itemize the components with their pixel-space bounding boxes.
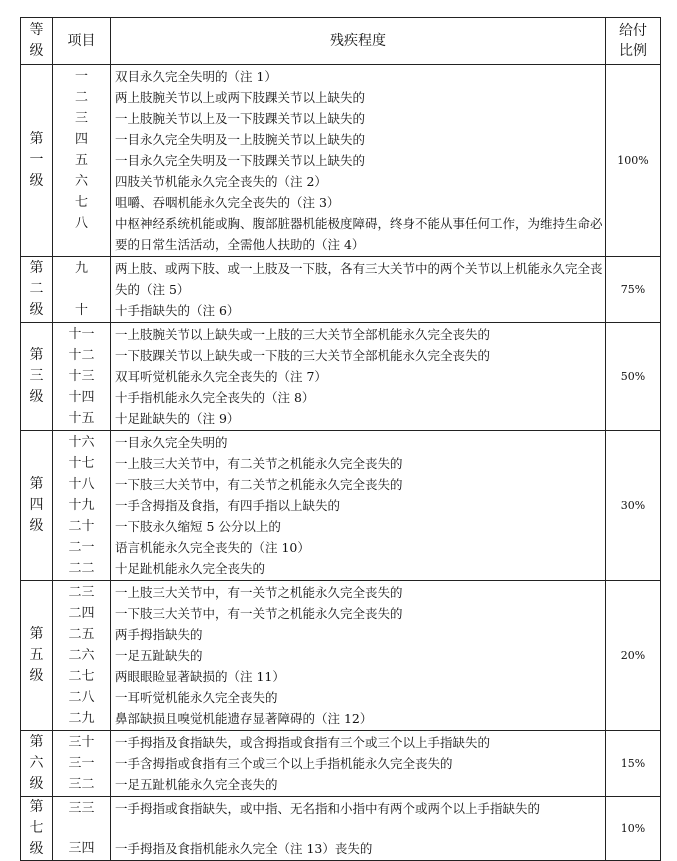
item-number: 二二	[68, 561, 95, 576]
item-number: 十五	[68, 411, 95, 426]
grade-row-1	[21, 65, 661, 257]
item-number: 三一	[68, 756, 95, 771]
item-number: 二四	[68, 606, 95, 621]
grade-descriptions	[111, 581, 606, 731]
item-description: 两上肢、或两下肢、或一上肢及一下肢，各有三大关节中的两个关节以上机能永久完全丧失的（注 5）	[115, 261, 603, 297]
item-description: 两上肢腕关节以上或两下肢踝关节以上缺失的	[115, 90, 366, 105]
item-description: 一上肢三大关节中，有一关节之机能永久完全丧失的	[115, 585, 403, 600]
grade-level: 第二级	[21, 257, 53, 323]
item-number: 十二	[68, 348, 95, 363]
item-description: 一目永久完全失明及一上肢腕关节以上缺失的	[115, 132, 366, 147]
item-description: 一上肢三大关节中，有二关节之机能永久完全丧失的	[115, 456, 403, 471]
item-number: 三十	[68, 735, 95, 750]
grade-ratio: 75%	[606, 257, 661, 323]
item-number: 十四	[68, 390, 95, 405]
item-number: 六	[74, 174, 88, 189]
grade-level: 第七级	[21, 797, 53, 861]
item-description: 一上肢腕关节以上及一下肢踝关节以上缺失的	[115, 111, 366, 126]
item-number: 三三	[68, 801, 95, 816]
item-description: 一目永久完全失明的	[115, 435, 228, 450]
grade-row-3	[21, 323, 661, 431]
item-description: 语言机能永久完全丧失的（注 10）	[115, 540, 310, 555]
item-number: 三四	[68, 841, 95, 856]
item-number: 十三	[68, 369, 95, 384]
disability-table	[20, 17, 661, 861]
item-description: 中枢神经系统机能或胸、腹部脏器机能极度障碍，终身不能从事任何工作，为维持生命必要的日常生活活动，全需他人扶助的（注 4）	[115, 216, 603, 252]
item-description: 一手拇指或食指缺失，或中指、无名指和小指中有两个或两个以上手指缺失的	[115, 801, 541, 816]
item-number: 三二	[68, 777, 95, 792]
grade-row-4	[21, 431, 661, 581]
item-number: 十七	[68, 456, 95, 471]
item-number: 十六	[68, 435, 95, 450]
grade-descriptions	[111, 65, 606, 257]
item-description: 双目永久完全失明的（注 1）	[115, 69, 277, 84]
item-description: 一下肢三大关节中，有二关节之机能永久完全丧失的	[115, 477, 403, 492]
item-description: 一上肢腕关节以上缺失或一上肢的三大关节全部机能永久完全丧失的	[115, 327, 491, 342]
item-number: 一	[74, 69, 88, 84]
grade-items	[53, 797, 111, 861]
item-description: 十足趾机能永久完全丧失的	[115, 561, 266, 576]
header-item: 项目	[53, 18, 111, 65]
header-ratio: 给付比例	[606, 18, 661, 65]
item-number: 九	[74, 261, 88, 276]
grade-items	[53, 323, 111, 431]
grade-level: 第三级	[21, 323, 53, 431]
grade-descriptions	[111, 323, 606, 431]
grade-descriptions	[111, 431, 606, 581]
grade-row-2	[21, 257, 661, 323]
grade-level: 第四级	[21, 431, 53, 581]
item-description: 一手拇指及食指缺失，或含拇指或食指有三个或三个以上手指缺失的	[115, 735, 491, 750]
item-description: 鼻部缺损且嗅觉机能遗存显著障碍的（注 12）	[115, 711, 373, 726]
item-number: 二九	[68, 711, 95, 726]
item-number: 二七	[68, 669, 95, 684]
item-description: 一足五趾机能永久完全丧失的	[115, 777, 278, 792]
item-number: 八	[74, 216, 88, 231]
item-number: 二一	[68, 540, 95, 555]
item-number: 七	[74, 195, 88, 210]
item-number: 二十	[68, 519, 95, 534]
item-description: 一手拇指及食指机能永久完全（注 13）丧失的	[115, 841, 373, 856]
item-description: 十手指缺失的（注 6）	[115, 303, 240, 318]
grade-descriptions	[111, 731, 606, 797]
grade-items	[53, 431, 111, 581]
grade-level: 第六级	[21, 731, 53, 797]
item-description: 一下肢三大关节中，有一关节之机能永久完全丧失的	[115, 606, 403, 621]
item-description: 一下肢永久缩短 5 公分以上的	[115, 519, 281, 534]
item-description: 双耳听觉机能永久完全丧失的（注 7）	[115, 369, 327, 384]
item-number: 二六	[68, 648, 95, 663]
item-description: 两手拇指缺失的	[115, 627, 203, 642]
item-number: 十	[74, 303, 88, 318]
item-description: 一足五趾缺失的	[115, 648, 203, 663]
grade-row-5	[21, 581, 661, 731]
item-description: 咀嚼、吞咽机能永久完全丧失的（注 3）	[115, 195, 340, 210]
item-number: 三	[74, 111, 88, 126]
item-description: 四肢关节机能永久完全丧失的（注 2）	[115, 174, 327, 189]
item-number: 五	[74, 153, 88, 168]
grade-ratio: 50%	[606, 323, 661, 431]
grade-row-7	[21, 797, 661, 861]
item-description: 十手指机能永久完全丧失的（注 8）	[115, 390, 315, 405]
item-number: 十九	[68, 498, 95, 513]
item-description: 十足趾缺失的（注 9）	[115, 411, 240, 426]
grade-row-6	[21, 731, 661, 797]
grade-descriptions	[111, 797, 606, 861]
grade-ratio: 20%	[606, 581, 661, 731]
header-level: 等级	[21, 18, 53, 65]
item-number: 二八	[68, 690, 95, 705]
item-number: 四	[74, 132, 88, 147]
grade-ratio: 15%	[606, 731, 661, 797]
grade-ratio: 10%	[606, 797, 661, 861]
grade-descriptions	[111, 257, 606, 323]
item-description: 两眼眼睑显著缺损的（注 11）	[115, 669, 285, 684]
header-degree: 残疾程度	[111, 18, 606, 65]
grade-items	[53, 581, 111, 731]
grade-level: 第一级	[21, 65, 53, 257]
item-number: 二五	[68, 627, 95, 642]
item-description: 一目永久完全失明及一下肢踝关节以上缺失的	[115, 153, 366, 168]
grade-ratio: 30%	[606, 431, 661, 581]
item-description: 一下肢踝关节以上缺失或一下肢的三大关节全部机能永久完全丧失的	[115, 348, 491, 363]
item-number: 十一	[68, 327, 95, 342]
grade-items	[53, 65, 111, 257]
item-description: 一手含拇指及食指，有四手指以上缺失的	[115, 498, 341, 513]
item-number: 二三	[68, 585, 95, 600]
item-description: 一手含拇指或食指有三个或三个以上手指机能永久完全丧失的	[115, 756, 453, 771]
grade-ratio: 100%	[606, 65, 661, 257]
item-number: 二	[74, 90, 88, 105]
header-row	[21, 18, 661, 65]
grade-level: 第五级	[21, 581, 53, 731]
item-description: 一耳听觉机能永久完全丧失的	[115, 690, 278, 705]
grade-items	[53, 257, 111, 323]
grade-items	[53, 731, 111, 797]
item-number: 十八	[68, 477, 95, 492]
